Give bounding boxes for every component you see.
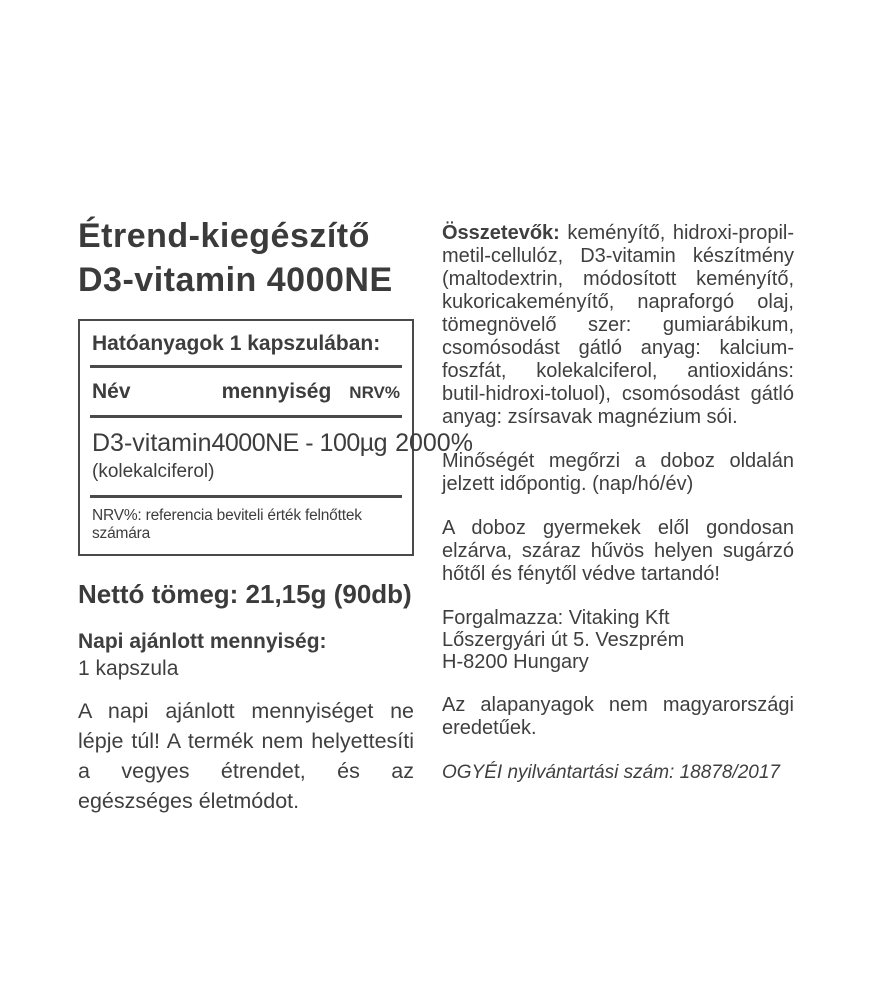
table-footnote: NRV%: referencia beviteli érték felnőttek számára	[92, 507, 362, 542]
column-header-name: Név	[92, 380, 131, 403]
ingredient-name-note: (kolekalciferol)	[92, 461, 215, 482]
distributor-line2: Lőszergyári út 5. Veszprém	[442, 629, 685, 651]
daily-dose-value: 1 kapszula	[78, 657, 179, 680]
storage-paragraph: A doboz gyermekek elől gondosan elzárva, száraz hűvös helyen sugárzó hőtől és fénytől védve tartandó!	[442, 517, 794, 585]
column-header-amount: mennyiség	[221, 380, 332, 403]
table-row	[80, 418, 473, 460]
product-title	[78, 214, 414, 302]
table-header-row	[80, 368, 412, 415]
origin-paragraph: Az alapanyagok nem magyarországi eredetűek.	[442, 694, 794, 739]
right-column	[442, 214, 794, 816]
ingredients-text: keményítő, hidroxi-propil-metil-cellulóz, D3-vitamin készítmény (maltodextrin, módosított keményítő, kukoricakeményítő, napraforgó olaj, tömegnövelő szer: gumiarábikum, csomósodást gátló anyag: kalcium-foszfát, kolekalciferol, antioxidáns: butil-hidroxi-toluol), csomósodást gátló anyag: zsírsavak magnézium sói.	[442, 222, 794, 428]
net-weight: Nettó tömeg: 21,15g (90db)	[78, 579, 412, 609]
ingredients-label: Összetevők:	[442, 222, 560, 244]
active-ingredients-table	[78, 319, 473, 556]
distributor-block	[442, 607, 794, 673]
left-column	[78, 214, 473, 816]
ingredient-name: D3-vitamin	[92, 429, 212, 457]
daily-dose-label: Napi ajánlott mennyiség:	[78, 630, 327, 653]
quality-paragraph: Minőségét megőrzi a doboz oldalán jelzett időpontig. (nap/hó/év)	[442, 450, 794, 495]
table-title: Hatóanyagok 1 kapszulában:	[92, 332, 381, 355]
supplement-label	[78, 214, 794, 816]
product-title-line2: D3-vitamin 4000NE	[78, 261, 393, 299]
distributor-line1: Forgalmazza: Vitaking Kft	[442, 607, 670, 629]
ingredient-amount: 4000NE - 100µg	[211, 429, 388, 457]
ingredients-paragraph	[442, 222, 794, 429]
ingredient-nrv: 2000%	[395, 429, 473, 457]
registration-number: OGYÉI nyilvántartási szám: 18878/2017	[442, 762, 780, 783]
distributor-line3: H-8200 Hungary	[442, 651, 589, 673]
product-title-line1: Étrend-kiegészítő	[78, 217, 370, 255]
warning-paragraph: A napi ajánlott mennyiséget ne lépje túl! A termék nem helyettesíti a vegyes étrendet, és az egészséges életmódot.	[78, 699, 414, 813]
column-header-nrv: NRV%	[349, 383, 400, 402]
